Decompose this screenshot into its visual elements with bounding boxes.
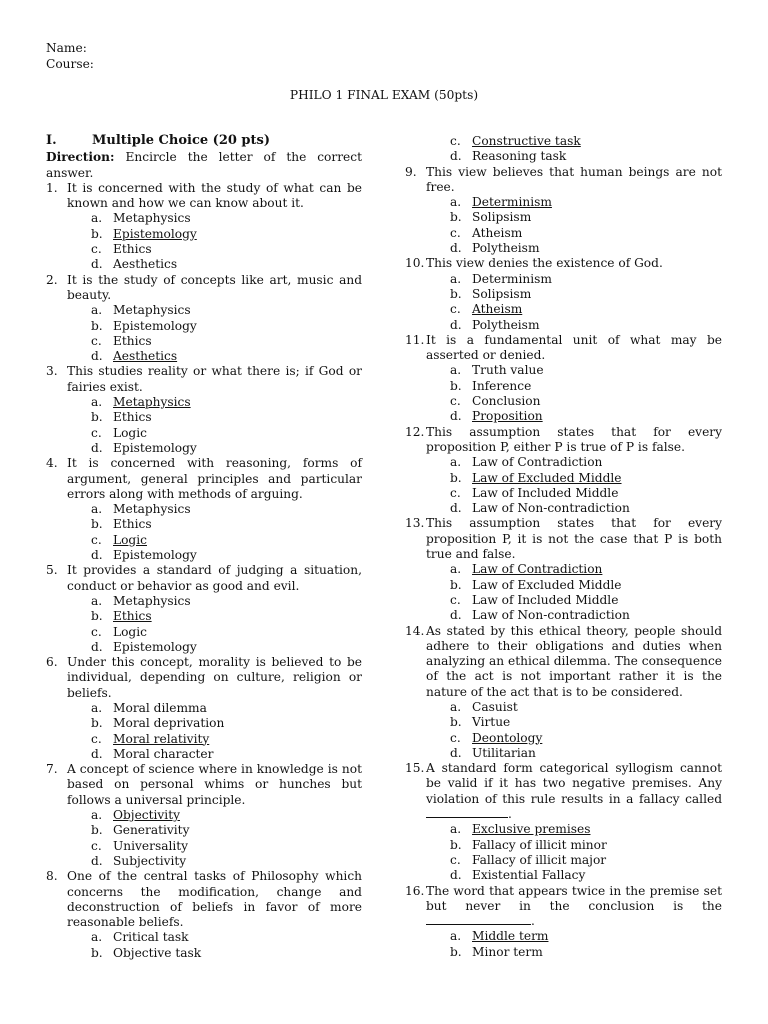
option-letter: b. xyxy=(450,210,462,225)
option-text: Universality xyxy=(113,838,189,853)
option-letter: c. xyxy=(450,852,461,867)
question-text: This assumption states that for every proposition P, either P is true of P is false. xyxy=(426,424,722,454)
option-text: Atheism xyxy=(472,302,523,317)
option-letter: d. xyxy=(450,501,462,516)
question-text: This assumption states that for every proposition P, it is not the case that P is both true and false. xyxy=(426,516,722,562)
blank-suffix: . xyxy=(531,914,535,929)
option-letter: c. xyxy=(450,730,461,745)
option-letter: a. xyxy=(450,699,462,714)
option-letter: b. xyxy=(91,410,103,425)
question-text: It is a fundamental unit of what may be asserted or denied. xyxy=(426,332,722,363)
answer-blank[interactable] xyxy=(426,817,508,818)
option[interactable] xyxy=(405,287,722,302)
question xyxy=(405,516,722,623)
option-letter: d. xyxy=(91,548,103,563)
option[interactable] xyxy=(405,700,722,715)
option[interactable] xyxy=(46,716,362,731)
question-text xyxy=(426,761,722,822)
option-text: Constructive task xyxy=(472,134,581,148)
option[interactable] xyxy=(405,746,722,761)
question-number: 9. xyxy=(405,164,417,179)
option[interactable] xyxy=(46,839,362,854)
option-answer[interactable] xyxy=(405,562,722,577)
question-text: It is concerned with the study of what can be known and how we can know about it. xyxy=(67,180,362,211)
option-letter: b. xyxy=(91,226,103,241)
option-letter: d. xyxy=(91,639,103,654)
option-text: Existential Fallacy xyxy=(472,868,586,883)
option-letter: d. xyxy=(91,440,103,455)
option-list xyxy=(405,700,722,761)
option-text: Fallacy of illicit major xyxy=(472,852,607,867)
option-text: Law of Contradiction xyxy=(472,455,603,470)
option-letter: c. xyxy=(91,731,102,746)
option[interactable] xyxy=(46,319,362,334)
option-letter: c. xyxy=(450,394,461,409)
option-letter: d. xyxy=(91,853,103,868)
option-letter: a. xyxy=(91,930,103,945)
option-letter: b. xyxy=(91,716,103,731)
option-letter: d. xyxy=(450,317,462,332)
option[interactable] xyxy=(405,379,722,394)
option-letter: c. xyxy=(91,242,102,257)
question xyxy=(46,364,362,456)
answer-blank[interactable] xyxy=(426,924,531,925)
option-text: Ethics xyxy=(113,333,152,348)
option[interactable] xyxy=(405,838,722,853)
option[interactable] xyxy=(405,241,722,256)
question-text: This view believes that human beings are not free. xyxy=(426,164,722,194)
question-text: As stated by this ethical theory, people should adhere to their obligations and duties when analyzing an ethical dilemma. The consequence of the act is not important rather it is the nature of the act that is to be considered. xyxy=(426,623,722,699)
option[interactable] xyxy=(46,303,362,318)
option[interactable] xyxy=(46,640,362,655)
option-letter: a. xyxy=(450,195,462,210)
option-text: Law of Excluded Middle xyxy=(472,470,622,485)
option-text: Conclusion xyxy=(472,394,541,409)
option-list xyxy=(46,303,362,364)
option-text: Moral dilemma xyxy=(113,700,207,715)
option-list xyxy=(405,363,722,424)
option-letter: b. xyxy=(450,577,462,592)
option-answer[interactable] xyxy=(405,409,722,424)
option-text: Objectivity xyxy=(113,808,180,823)
question-number: 10. xyxy=(405,256,425,271)
question-number: 6. xyxy=(46,655,58,670)
option[interactable] xyxy=(46,701,362,716)
option-text: Critical task xyxy=(113,930,189,945)
option-letter: d. xyxy=(450,409,462,424)
question-number: 3. xyxy=(46,364,58,379)
option-list xyxy=(46,701,362,762)
question-text-main: The word that appears twice in the premise set but never in the conclusion is the xyxy=(426,883,722,913)
option-text: Epistemology xyxy=(113,440,197,455)
question-text: This studies reality or what there is; if God or fairies exist. xyxy=(67,364,362,394)
option[interactable] xyxy=(46,426,362,441)
option[interactable] xyxy=(405,486,722,501)
question xyxy=(405,624,722,762)
option-text: Virtue xyxy=(472,715,511,730)
question xyxy=(405,425,722,517)
question xyxy=(46,655,362,762)
option-letter: d. xyxy=(91,349,103,364)
option-list xyxy=(46,808,362,869)
option-letter: b. xyxy=(450,715,462,730)
option[interactable] xyxy=(405,210,722,225)
option-text: Aesthetics xyxy=(113,257,178,272)
question-number: 4. xyxy=(46,456,58,471)
exam-title: PHILO 1 FINAL EXAM (50pts) xyxy=(289,88,479,102)
question xyxy=(46,273,362,365)
option-letter: b. xyxy=(450,470,462,485)
option-text: Moral relativity xyxy=(113,731,210,746)
option-text: Fallacy of illicit minor xyxy=(472,837,607,852)
option[interactable] xyxy=(405,853,722,868)
option-text: Law of Included Middle xyxy=(472,485,619,500)
question xyxy=(405,165,722,257)
option-letter: b. xyxy=(91,945,103,960)
option-list xyxy=(46,211,362,272)
option-letter: b. xyxy=(91,609,103,624)
option[interactable] xyxy=(46,211,362,226)
option[interactable] xyxy=(46,502,362,517)
option-letter: d. xyxy=(450,745,462,760)
option-letter: d. xyxy=(450,241,462,256)
direction-text: Encircle the letter of the correct answer. xyxy=(46,150,362,180)
option[interactable] xyxy=(46,946,362,961)
question-text: One of the central tasks of Philosophy which concerns the modification, change and deconstruction of beliefs in favor of more reasonable beliefs. xyxy=(67,869,362,930)
option-letter: a. xyxy=(450,455,462,470)
option-letter: c. xyxy=(91,624,102,639)
option-text: Moral deprivation xyxy=(113,716,225,731)
question-text: A concept of science where in knowledge is not based on personal whims or hunches but follows a universal principle. xyxy=(67,762,362,807)
question-number: 15. xyxy=(405,761,425,776)
option-letter: b. xyxy=(91,517,103,532)
option-list xyxy=(405,822,722,883)
option[interactable] xyxy=(405,363,722,378)
option-text: Subjectivity xyxy=(113,853,187,868)
option-letter: a. xyxy=(91,395,103,410)
option-text: Truth value xyxy=(472,363,544,378)
option-text: Solipsism xyxy=(472,210,532,225)
option-letter: d. xyxy=(91,746,103,761)
option-answer[interactable] xyxy=(46,395,362,410)
option-answer[interactable] xyxy=(405,195,722,210)
option-list xyxy=(405,455,722,516)
option-answer[interactable] xyxy=(46,609,362,624)
option-text: Law of Excluded Middle xyxy=(472,577,622,592)
option-letter: c. xyxy=(91,425,102,440)
right-column xyxy=(405,134,722,960)
option-text: Epistemology xyxy=(113,548,197,563)
question xyxy=(46,181,362,273)
option[interactable] xyxy=(46,930,362,945)
direction-label: Direction: xyxy=(46,150,115,165)
option-text: Law of Included Middle xyxy=(472,592,619,607)
option[interactable] xyxy=(405,501,722,516)
option[interactable] xyxy=(405,593,722,608)
option-list xyxy=(405,134,722,165)
option-letter: b. xyxy=(450,944,462,959)
option-answer[interactable] xyxy=(405,134,722,149)
option-list xyxy=(405,272,722,333)
option-text: Metaphysics xyxy=(113,303,191,318)
option-text: Determinism xyxy=(472,271,552,286)
option-text: Moral character xyxy=(113,746,214,761)
option-answer[interactable] xyxy=(405,929,722,944)
option[interactable] xyxy=(405,715,722,730)
blank-suffix: . xyxy=(508,807,512,822)
section-title: Multiple Choice (20 pts) xyxy=(92,133,271,148)
option-letter: a. xyxy=(91,502,103,517)
option[interactable] xyxy=(405,226,722,241)
option-text: Metaphysics xyxy=(113,502,191,517)
question-number: 8. xyxy=(46,869,58,884)
option-letter: c. xyxy=(91,532,102,547)
option-text: Solipsism xyxy=(472,286,532,301)
option[interactable] xyxy=(405,272,722,287)
option[interactable] xyxy=(46,854,362,869)
option-text: Law of Non-contradiction xyxy=(472,501,630,516)
option-letter: b. xyxy=(91,823,103,838)
option-text: Aesthetics xyxy=(113,349,178,364)
option-letter: c. xyxy=(450,225,461,240)
option[interactable] xyxy=(405,318,722,333)
option-text: Deontology xyxy=(472,730,543,745)
course-label: Course: xyxy=(46,57,94,71)
option-letter: c. xyxy=(91,838,102,853)
option-text: Minor term xyxy=(472,944,543,959)
option-text: Inference xyxy=(472,378,532,393)
option-letter: d. xyxy=(450,868,462,883)
option-text: Casuist xyxy=(472,699,518,714)
option-letter: c. xyxy=(450,485,461,500)
question-number: 13. xyxy=(405,516,425,531)
question xyxy=(46,563,362,655)
option-text: Objective task xyxy=(113,945,202,960)
option[interactable] xyxy=(46,823,362,838)
option-list xyxy=(46,594,362,655)
option-text: Epistemology xyxy=(113,226,197,241)
question-number: 5. xyxy=(46,563,58,578)
option-letter: d. xyxy=(91,257,103,272)
option-text: Exclusive premises xyxy=(472,822,591,837)
option[interactable] xyxy=(405,945,722,960)
question-number: 12. xyxy=(405,424,425,439)
option-text: Atheism xyxy=(472,225,523,240)
option-text: Logic xyxy=(113,532,147,547)
option[interactable] xyxy=(46,747,362,762)
option-text: Logic xyxy=(113,624,147,639)
question-text: It is the study of concepts like art, music and beauty. xyxy=(67,272,362,302)
option-letter: c. xyxy=(91,333,102,348)
name-label: Name: xyxy=(46,41,87,55)
question-text: It is concerned with reasoning, forms of argument, general principles and particular errors along with methods of arguing. xyxy=(67,456,362,501)
option-letter: b. xyxy=(450,837,462,852)
option-letter: b. xyxy=(450,286,462,301)
option[interactable] xyxy=(405,868,722,883)
option-text: Ethics xyxy=(113,410,152,425)
option-text: Law of Non-contradiction xyxy=(472,608,630,623)
option-answer[interactable] xyxy=(46,533,362,548)
option[interactable] xyxy=(46,410,362,425)
option-text: Metaphysics xyxy=(113,211,191,226)
option-letter: a. xyxy=(450,562,462,577)
option-text: Ethics xyxy=(113,517,152,532)
option-letter: a. xyxy=(91,700,103,715)
option[interactable] xyxy=(46,441,362,456)
question xyxy=(46,456,362,563)
option[interactable] xyxy=(405,455,722,470)
option-letter: a. xyxy=(450,822,462,837)
option-text: Law of Contradiction xyxy=(472,562,603,577)
option-answer[interactable] xyxy=(46,732,362,747)
question-number: 16. xyxy=(405,883,425,898)
option-list xyxy=(405,195,722,256)
question-number: 7. xyxy=(46,762,58,777)
option-answer[interactable] xyxy=(46,808,362,823)
option[interactable] xyxy=(405,149,722,164)
question-text: This view denies the existence of God. xyxy=(426,256,663,271)
option[interactable] xyxy=(46,257,362,272)
student-info xyxy=(46,40,94,72)
option[interactable] xyxy=(46,625,362,640)
section-heading xyxy=(46,133,362,148)
option-answer[interactable] xyxy=(405,302,722,317)
option-answer[interactable] xyxy=(405,471,722,486)
left-column xyxy=(46,133,362,961)
option-letter: a. xyxy=(450,363,462,378)
question-number: 11. xyxy=(405,332,425,347)
question-text: It provides a standard of judging a situation, conduct or behavior as good and evil. xyxy=(67,563,362,593)
option-letter: a. xyxy=(91,593,103,608)
option-text: Generativity xyxy=(113,823,190,838)
option-list xyxy=(46,395,362,456)
option-text: Polytheism xyxy=(472,241,540,256)
option-answer[interactable] xyxy=(46,349,362,364)
question-number: 1. xyxy=(46,180,58,195)
option-text: Epistemology xyxy=(113,318,197,333)
option-letter: a. xyxy=(91,211,103,226)
option[interactable] xyxy=(405,608,722,623)
option-letter: d. xyxy=(450,149,462,164)
direction xyxy=(46,150,362,181)
option[interactable] xyxy=(46,517,362,532)
question xyxy=(405,333,722,425)
option-text: Ethics xyxy=(113,609,152,624)
question-number: 14. xyxy=(405,623,425,638)
option-letter: a. xyxy=(450,929,462,944)
option-list xyxy=(46,502,362,563)
option-list xyxy=(46,930,362,961)
option-text: Metaphysics xyxy=(113,593,191,608)
option-text: Logic xyxy=(113,425,147,440)
question xyxy=(405,884,722,960)
option-letter: a. xyxy=(450,271,462,286)
option-letter: a. xyxy=(91,303,103,318)
option-letter: d. xyxy=(450,608,462,623)
question-number: 2. xyxy=(46,272,58,287)
option-text: Ethics xyxy=(113,242,152,257)
option-text: Determinism xyxy=(472,195,552,210)
question-text-main: A standard form categorical syllogism cannot be valid if it has two negative premises. Any violation of this rule results in a fallacy called xyxy=(426,761,722,806)
question-text: Under this concept, morality is believed to be individual, depending on culture, religion or beliefs. xyxy=(67,655,362,700)
question-text xyxy=(426,884,722,930)
option-answer[interactable] xyxy=(405,731,722,746)
option-text: Metaphysics xyxy=(113,395,191,410)
option-text: Epistemology xyxy=(113,639,197,654)
option-text: Proposition xyxy=(472,409,543,424)
question xyxy=(46,762,362,869)
option[interactable] xyxy=(46,334,362,349)
option-letter: c. xyxy=(450,134,461,148)
question xyxy=(405,761,722,883)
option-list xyxy=(405,562,722,623)
option-letter: a. xyxy=(91,808,103,823)
option[interactable] xyxy=(46,548,362,563)
option-answer[interactable] xyxy=(405,822,722,837)
option[interactable] xyxy=(46,242,362,257)
option[interactable] xyxy=(405,394,722,409)
option-letter: b. xyxy=(450,378,462,393)
option-letter: c. xyxy=(450,592,461,607)
section-number: I. xyxy=(46,133,57,148)
option-text: Middle term xyxy=(472,929,549,944)
question xyxy=(46,869,362,961)
option-text: Polytheism xyxy=(472,317,540,332)
option-text: Reasoning task xyxy=(472,149,567,164)
option-answer[interactable] xyxy=(46,227,362,242)
question xyxy=(405,256,722,332)
option[interactable] xyxy=(405,578,722,593)
option[interactable] xyxy=(46,594,362,609)
option-letter: b. xyxy=(91,318,103,333)
option-letter: c. xyxy=(450,302,461,317)
option-text: Utilitarian xyxy=(472,745,536,760)
option-list xyxy=(405,929,722,960)
